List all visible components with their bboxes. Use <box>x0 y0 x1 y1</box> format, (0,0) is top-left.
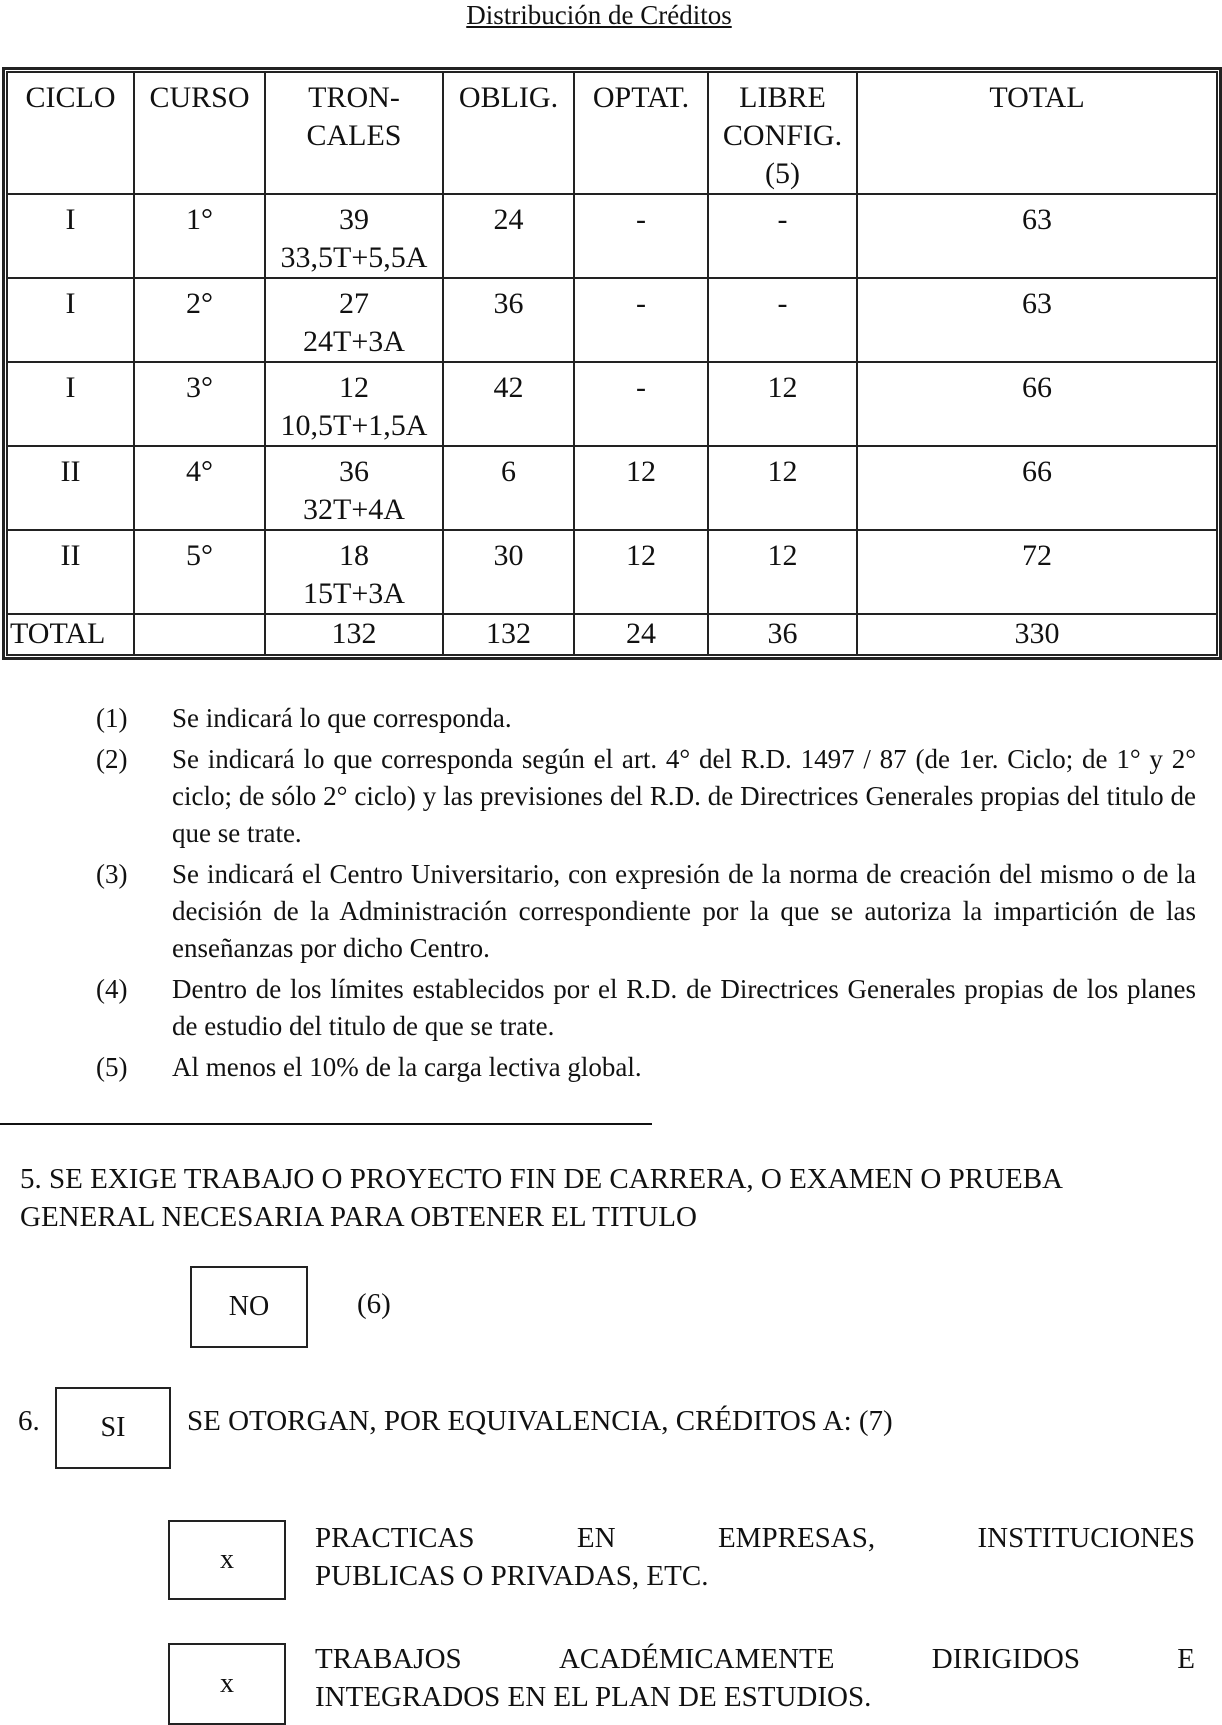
equivalence-item-line1 <box>315 1640 1195 1678</box>
header-ciclo: CICLO <box>7 72 134 194</box>
table-row <box>7 278 1217 362</box>
header-libre <box>708 72 857 194</box>
section-5-text: 5. SE EXIGE TRABAJO O PROYECTO FIN DE CARRERA, O EXAMEN O PRUEBA GENERAL NECESARIA PARA OBTENER EL TITULO <box>20 1163 1062 1233</box>
cell-total: 72 <box>857 530 1217 614</box>
total-oblig: 132 <box>443 614 574 655</box>
footnote-text: Se indicará el Centro Universitario, con expresión de la norma de creación del mismo o de la decisión de la Administración correspondiente por la que se autoriza la impartición de las enseñanzas por dicho Centro. <box>172 859 1196 963</box>
footnote-text: Se indicará lo que corresponda según el art. 4° del R.D. 1497 / 87 (de 1er. Ciclo; de 1° y 2° ciclo; de sólo 2° ciclo) y las previsiones del R.D. de Directrices Generales propias del titulo de que se trate. <box>172 744 1196 848</box>
cell-oblig: 42 <box>443 362 574 446</box>
footnote <box>96 971 1196 1045</box>
equivalence-item-line1 <box>315 1519 1195 1557</box>
word: INSTITUCIONES <box>977 1522 1195 1554</box>
word: E <box>1177 1643 1195 1675</box>
total-total: 330 <box>857 614 1217 655</box>
cell-oblig: 36 <box>443 278 574 362</box>
header-troncales-line2: CALES <box>306 119 402 152</box>
total-curso <box>134 614 265 655</box>
total-optat: 24 <box>574 614 708 655</box>
cell-troncales-value: 12 <box>339 371 369 404</box>
cell-troncales-detail: 24T+3A <box>303 325 405 358</box>
table-total-row <box>7 614 1217 655</box>
cell-oblig: 6 <box>443 446 574 530</box>
section-6-number: 6. <box>18 1405 40 1437</box>
cell-total: 66 <box>857 362 1217 446</box>
cell-libre: 12 <box>708 362 857 446</box>
word: EMPRESAS, <box>717 1522 876 1554</box>
section-5-note: (6) <box>357 1288 391 1320</box>
table-header-row <box>7 72 1217 194</box>
section-5-answer: NO <box>228 1291 270 1322</box>
cell-troncales-detail: 33,5T+5,5A <box>280 241 428 274</box>
cell-optat: - <box>574 362 708 446</box>
section-6-answer: SI <box>100 1412 126 1443</box>
cell-curso: 4° <box>134 446 265 530</box>
table-row <box>7 530 1217 614</box>
word: ACADÉMICAMENTE <box>558 1643 835 1675</box>
cell-optat: 12 <box>574 530 708 614</box>
total-libre: 36 <box>708 614 857 655</box>
cell-troncales <box>265 362 443 446</box>
equivalence-item-line2: INTEGRADOS EN EL PLAN DE ESTUDIOS. <box>315 1681 872 1713</box>
footnote <box>96 741 1196 852</box>
footnote-number: (2) <box>96 744 128 774</box>
header-libre-line3: (5) <box>765 157 800 190</box>
cell-curso: 3° <box>134 362 265 446</box>
footnote-number: (1) <box>96 703 128 733</box>
section-5-answer-box <box>190 1266 308 1348</box>
header-libre-line2: CONFIG. <box>722 119 843 152</box>
equivalence-item-line2: PUBLICAS O PRIVADAS, ETC. <box>315 1560 709 1592</box>
footnote <box>96 1049 1196 1086</box>
table-row <box>7 194 1217 278</box>
footnote <box>96 856 1196 967</box>
footnote-text: Al menos el 10% de la carga lectiva global. <box>172 1052 642 1082</box>
footnote-number: (3) <box>96 859 128 889</box>
total-troncales: 132 <box>265 614 443 655</box>
footnote-number: (5) <box>96 1052 128 1082</box>
item-checkbox <box>168 1520 286 1600</box>
footnote-number: (4) <box>96 974 128 1004</box>
footnotes <box>96 700 1196 1090</box>
cell-ciclo: I <box>7 194 134 278</box>
item-checkbox <box>168 1643 286 1725</box>
total-label: TOTAL <box>7 614 134 655</box>
cell-troncales-value: 27 <box>339 287 369 320</box>
cell-troncales-detail: 10,5T+1,5A <box>280 409 428 442</box>
table-row <box>7 446 1217 530</box>
cell-total: 63 <box>857 194 1217 278</box>
cell-troncales <box>265 194 443 278</box>
cell-troncales-detail: 15T+3A <box>303 577 405 610</box>
page-title-text: Distribución de Créditos <box>466 0 732 30</box>
cell-troncales <box>265 446 443 530</box>
header-optat: OPTAT. <box>574 72 708 194</box>
word: EN <box>576 1522 616 1554</box>
cell-troncales <box>265 530 443 614</box>
word: DIRIGIDOS <box>931 1643 1080 1675</box>
equivalence-item <box>315 1640 1195 1716</box>
cell-total: 63 <box>857 278 1217 362</box>
word: PRACTICAS <box>315 1522 475 1554</box>
cell-libre: 12 <box>708 530 857 614</box>
section-6-answer-box <box>55 1387 171 1469</box>
cell-optat: 12 <box>574 446 708 530</box>
cell-libre: - <box>708 194 857 278</box>
cell-troncales-detail: 32T+4A <box>303 493 405 526</box>
header-total: TOTAL <box>857 72 1217 194</box>
cell-ciclo: I <box>7 278 134 362</box>
cell-oblig: 24 <box>443 194 574 278</box>
cell-curso: 2° <box>134 278 265 362</box>
cell-ciclo: I <box>7 362 134 446</box>
cell-troncales-value: 39 <box>339 203 369 236</box>
header-oblig: OBLIG. <box>443 72 574 194</box>
cell-ciclo: II <box>7 530 134 614</box>
equivalence-item <box>315 1519 1195 1595</box>
cell-ciclo: II <box>7 446 134 530</box>
item-check-mark: x <box>220 1544 234 1575</box>
header-troncales-line1: TRON- <box>308 81 400 114</box>
cell-oblig: 30 <box>443 530 574 614</box>
page-title <box>0 0 1222 31</box>
cell-optat: - <box>574 194 708 278</box>
divider <box>0 1123 652 1125</box>
footnote-text: Dentro de los límites establecidos por el R.D. de Directrices Generales propias de los planes de estudio del titulo de que se trate. <box>172 974 1196 1041</box>
header-libre-line1: LIBRE <box>739 81 826 114</box>
cell-total: 66 <box>857 446 1217 530</box>
section-6-text: SE OTORGAN, POR EQUIVALENCIA, CRÉDITOS A: (7) <box>187 1405 893 1437</box>
header-troncales <box>265 72 443 194</box>
footnote-text: Se indicará lo que corresponda. <box>172 703 512 733</box>
cell-optat: - <box>574 278 708 362</box>
item-check-mark: x <box>220 1668 234 1699</box>
table-row <box>7 362 1217 446</box>
footnote <box>96 700 1196 737</box>
header-curso: CURSO <box>134 72 265 194</box>
cell-curso: 5° <box>134 530 265 614</box>
cell-troncales-value: 18 <box>339 539 369 572</box>
credits-table <box>6 71 1218 656</box>
cell-libre: - <box>708 278 857 362</box>
cell-troncales <box>265 278 443 362</box>
cell-curso: 1° <box>134 194 265 278</box>
cell-libre: 12 <box>708 446 857 530</box>
cell-troncales-value: 36 <box>339 455 369 488</box>
word: TRABAJOS <box>315 1643 462 1675</box>
